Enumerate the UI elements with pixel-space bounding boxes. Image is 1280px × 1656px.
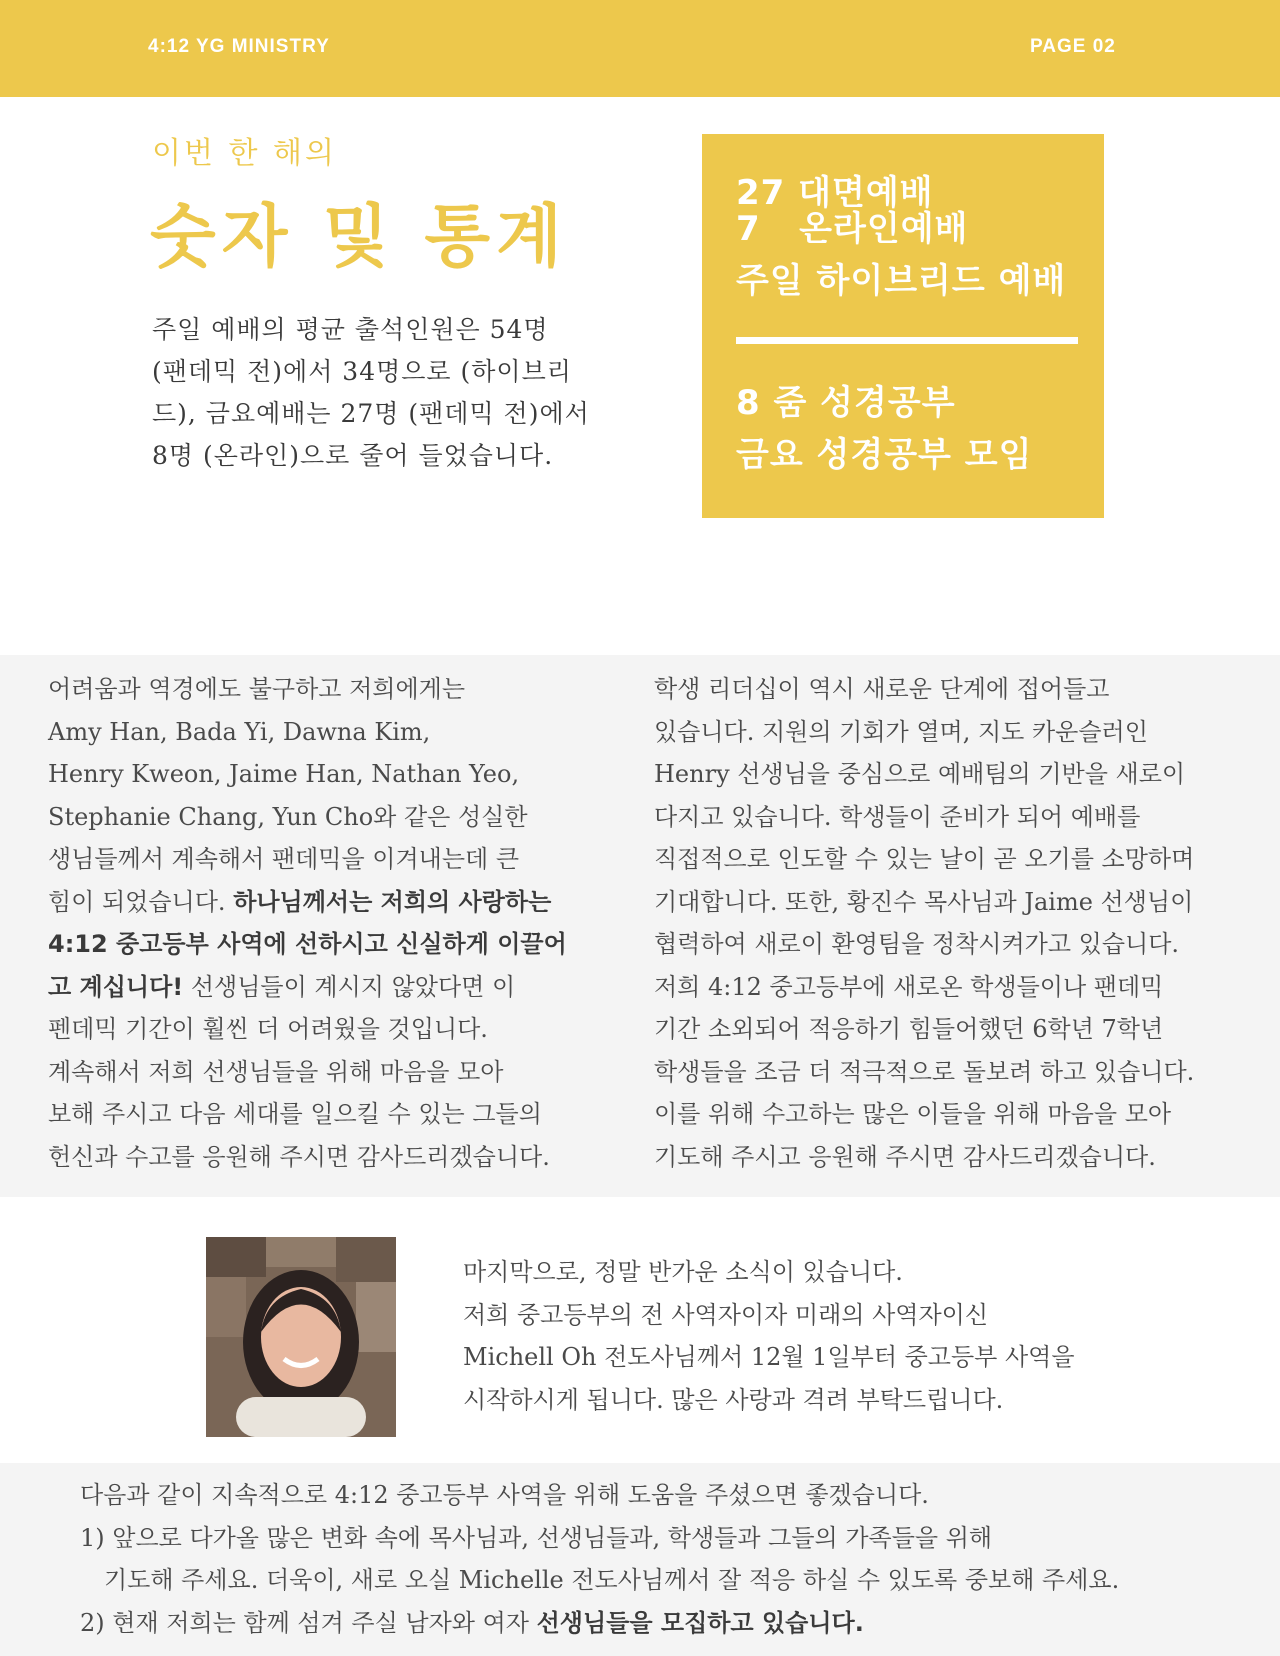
text-line: [48, 923, 567, 966]
text-line: [48, 1093, 567, 1136]
help-item-1-cont: 기도해 주세요. 더욱이, 새로 오실 Michelle 전도사님께서 잘 적응 하실 수 있도록 중보해 주세요.: [104, 1566, 1120, 1594]
text-line: [48, 796, 567, 839]
body-text: 펜데믹 기간이 훨씬 더 어려웠을 것입니다.: [48, 1015, 488, 1043]
text-line: 기간 소외되어 적응하기 힘들어했던 6학년 7학년: [654, 1015, 1164, 1043]
body-text: Stephanie Chang, Yun Cho와 같은 성실한: [48, 802, 528, 831]
stat-online: 7 온라인예배: [736, 209, 969, 249]
text-line: [48, 753, 567, 796]
emphasis-text: 하나님께서는 저희의 사랑하는: [233, 887, 552, 916]
text-line: [48, 668, 567, 711]
attendance-intro: 주일 예배의 평균 출석인원은 54명 (팬데믹 전)에서 34명으로 (하이브리드), 금요예배는 27명 (팬데믹 전)에서 8명 (온라인)으로 줄어 들었습니다.: [152, 315, 590, 470]
body-text: Henry Kweon, Jaime Han, Nathan Yeo,: [48, 760, 520, 788]
ministry-name: 4:12 YG MINISTRY: [148, 36, 330, 57]
body-text: 계속해서 저희 선생님들을 위해 마음을 모아: [48, 1057, 504, 1086]
text-line: [48, 1136, 567, 1179]
text-line: 있습니다. 지원의 기회가 열며, 지도 카운슬러인: [654, 717, 1148, 746]
news-line: Michell Oh 전도사님께서 12월 1일부터 중고등부 사역을: [463, 1343, 1075, 1371]
text-line: 기대합니다. 또한, 황진수 목사님과 Jaime 선생님이: [654, 887, 1194, 916]
help-item-1: 1) 앞으로 다가올 많은 변화 속에 목사님과, 선생님들과, 학생들과 그들의 가족들을 위해: [80, 1523, 993, 1552]
student-leadership-column: [654, 668, 1194, 1178]
emphasis-text: 고 계십니다!: [48, 972, 184, 1001]
section-eyebrow: 이번 한 해의: [152, 136, 337, 171]
page-number: PAGE 02: [1030, 36, 1116, 57]
text-line: 협력하여 새로이 환영팀을 정착시켜가고 있습니다.: [654, 930, 1180, 958]
text-line: 저희 4:12 중고등부에 새로온 학생들이나 팬데믹: [654, 972, 1164, 1001]
text-line: 다지고 있습니다. 학생들이 준비가 되어 예배를: [654, 802, 1141, 831]
stat-hybrid-label: 주일 하이브리드 예배: [736, 261, 1067, 301]
text-line: [48, 1051, 567, 1094]
text-line: [48, 711, 567, 754]
stat-friday-bible: 금요 성경공부 모임: [736, 435, 1033, 475]
stat-zoom-bible: 8 줌 성경공부: [736, 383, 956, 423]
help-intro: 다음과 같이 지속적으로 4:12 중고등부 사역을 위해 도움을 주셨으면 좋겠습니다.: [80, 1481, 929, 1509]
body-text: 어려움과 역경에도 불구하고 저희에게는: [48, 675, 466, 703]
stats-box: [702, 134, 1104, 518]
body-text: 힘이 되었습니다.: [48, 887, 234, 916]
text-line: Henry 선생님을 중심으로 예배팀의 기반을 새로이: [654, 760, 1186, 788]
body-text: 헌신과 수고를 응원해 주시면 감사드리겠습니다.: [48, 1142, 550, 1171]
help-item-2-bold: 선생님들을 모집하고 있습니다.: [536, 1608, 864, 1637]
help-item-2-text: 2) 현재 저희는 함께 섬겨 주실 남자와 여자: [80, 1608, 537, 1637]
teachers-column: [48, 668, 567, 1178]
text-line: 학생들을 조금 더 적극적으로 돌보려 하고 있습니다.: [654, 1057, 1195, 1086]
text-line: 학생 리더십이 역시 새로운 단계에 접어들고: [654, 675, 1110, 703]
page-title: 숫자 및 통계: [150, 198, 568, 277]
body-text: 보해 주시고 다음 세대를 일으킬 수 있는 그들의: [48, 1100, 542, 1128]
header-bar: [0, 0, 1280, 97]
body-text: 선생님들이 계시지 않았다면 이: [183, 972, 516, 1001]
text-line: [48, 1008, 567, 1051]
new-minister-news: [463, 1251, 1075, 1421]
news-line: 시작하시게 됩니다. 많은 사랑과 격려 부탁드립니다.: [463, 1385, 1004, 1414]
stat-in-person: 27 대면예배: [736, 173, 934, 213]
help-item-2: [80, 1602, 1119, 1645]
text-line: 직접적으로 인도할 수 있는 날이 곧 오기를 소망하며: [654, 845, 1195, 873]
body-text: Amy Han, Bada Yi, Dawna Kim,: [48, 717, 431, 746]
michell-oh-photo: [206, 1237, 396, 1437]
portrait-image: [206, 1237, 396, 1437]
body-text: 생님들께서 계속해서 팬데믹을 이겨내는데 큰: [48, 845, 520, 873]
text-line: 이를 위해 수고하는 많은 이들을 위해 마음을 모아: [654, 1100, 1172, 1128]
stats-divider: [736, 337, 1078, 344]
text-line: [48, 966, 567, 1009]
news-line: 마지막으로, 정말 반가운 소식이 있습니다.: [463, 1258, 903, 1286]
text-line: 기도해 주시고 응원해 주시면 감사드리겠습니다.: [654, 1142, 1156, 1171]
text-line: [48, 881, 567, 924]
emphasis-text: 4:12 중고등부 사역에 선하시고 신실하게 이끌어: [48, 930, 567, 958]
prayer-requests: [80, 1474, 1119, 1644]
news-line: 저희 중고등부의 전 사역자이자 미래의 사역자이신: [463, 1300, 989, 1329]
text-line: [48, 838, 567, 881]
